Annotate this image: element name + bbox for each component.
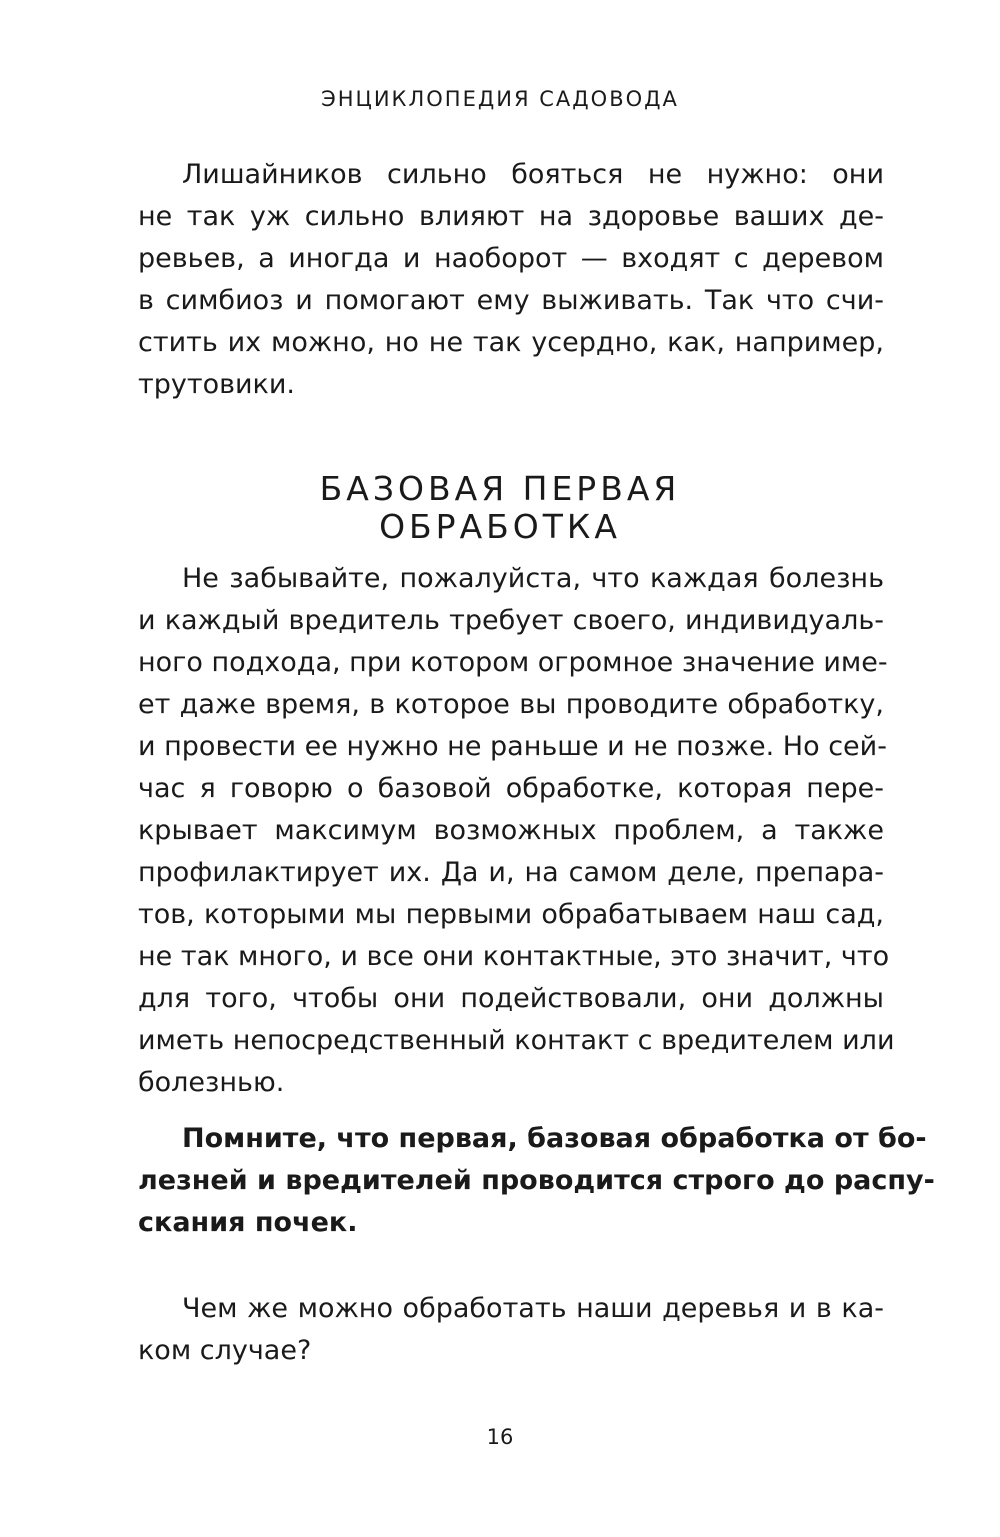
text-line: для того, чтобы они подействовали, они должны	[138, 983, 884, 1014]
text-line: трутовики.	[138, 369, 295, 400]
text-line: не так уж сильно влияют на здоровье ваших де-	[138, 201, 884, 232]
text-line: тов, которыми мы первыми обрабатываем наш сад,	[138, 899, 884, 930]
page-number: 16	[486, 1425, 514, 1449]
paragraph-lichens	[138, 154, 884, 406]
running-header: ЭНЦИКЛОПЕДИЯ САДОВОДА	[321, 87, 679, 111]
text-line: болезнью.	[138, 1067, 285, 1098]
paragraph-question	[138, 1288, 884, 1372]
section-heading-line: ОБРАБОТКА	[379, 507, 621, 546]
text-line: час я говорю о базовой обработке, которая пере-	[138, 773, 884, 804]
text-line: крывает максимум возможных проблем, а также	[138, 815, 884, 846]
text-line: ревьев, а иногда и наоборот — входят с деревом	[138, 243, 884, 274]
text-line: и провести ее нужно не раньше и не позже. Но сей-	[138, 731, 887, 762]
text-line: ет даже время, в которое вы проводите обработку,	[138, 689, 884, 720]
text-line: стить их можно, но не так усердно, как, например,	[138, 327, 884, 358]
text-line: скания почек.	[138, 1207, 358, 1238]
text-line: не так много, и все они контактные, это значит, что	[138, 941, 890, 972]
text-line: Не забывайте, пожалуйста, что каждая болезнь	[182, 563, 884, 594]
text-line: Лишайников сильно бояться не нужно: они	[182, 159, 884, 190]
paragraph-important-note	[138, 1118, 935, 1244]
text-line: лезней и вредителей проводится строго до распу-	[138, 1165, 935, 1196]
paragraph-treatment	[138, 558, 895, 1104]
section-heading	[0, 470, 1000, 546]
text-line: профилактирует их. Да и, на самом деле, препара-	[138, 857, 884, 888]
text-line: Помните, что первая, базовая обработка от бо-	[182, 1123, 927, 1154]
text-line: в симбиоз и помогают ему выживать. Так что счи-	[138, 285, 884, 316]
text-line: ком случае?	[138, 1335, 312, 1366]
section-heading-line: БАЗОВАЯ ПЕРВАЯ	[319, 469, 681, 508]
text-line: иметь непосредственный контакт с вредителем или	[138, 1025, 895, 1056]
text-line: Чем же можно обработать наши деревья и в ка-	[182, 1293, 884, 1324]
text-line: и каждый вредитель требует своего, индивидуаль-	[138, 605, 884, 636]
text-line: ного подхода, при котором огромное значение име-	[138, 647, 888, 678]
